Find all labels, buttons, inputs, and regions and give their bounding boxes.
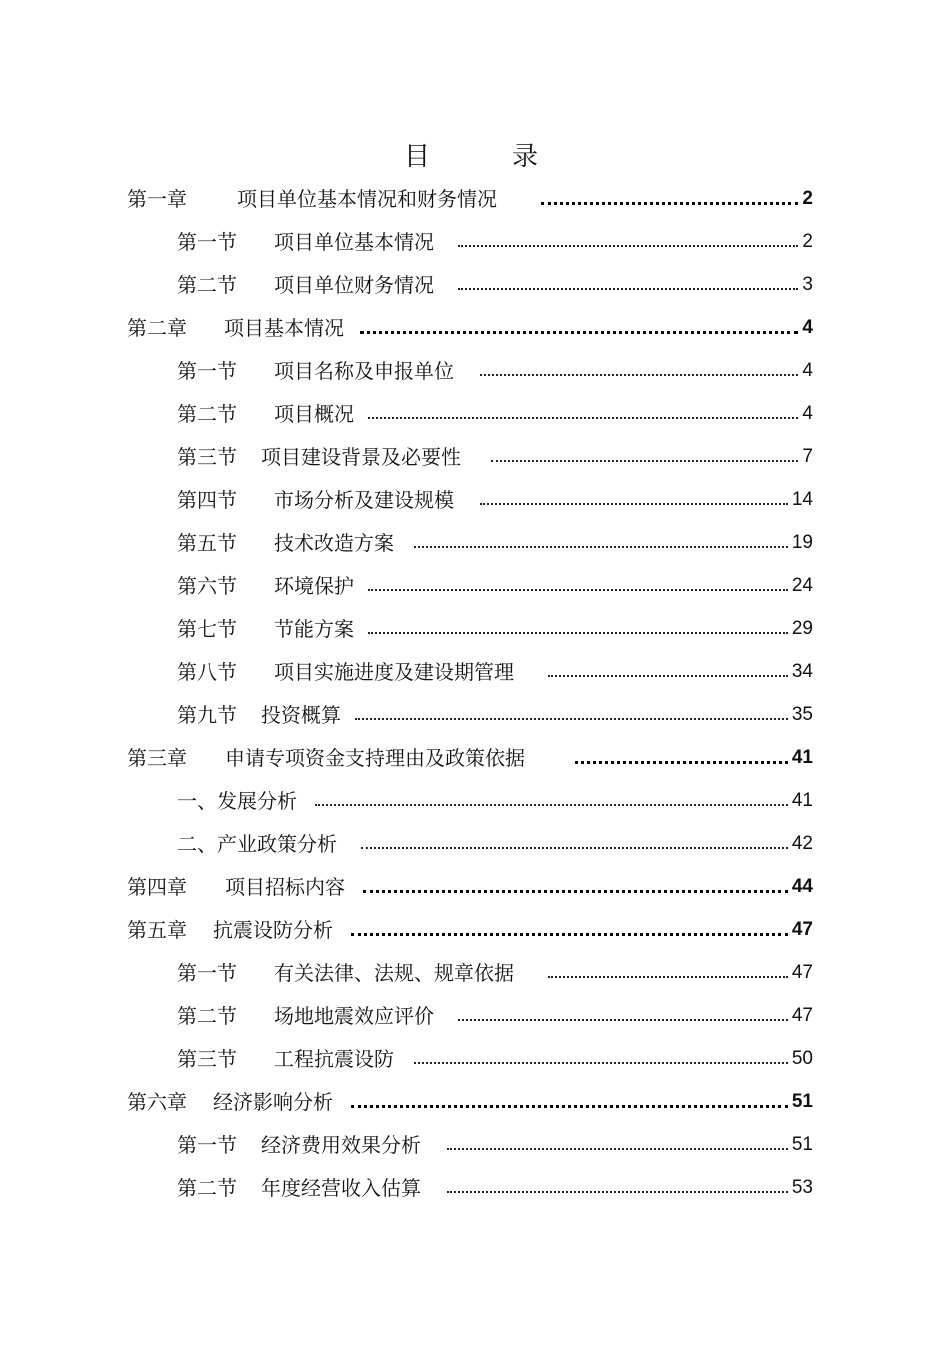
toc-entry-label: 项目单位基本情况和财务情况 bbox=[237, 187, 497, 211]
toc-entry[interactable] bbox=[177, 267, 813, 303]
toc-entry-label: 投资概算 bbox=[261, 703, 341, 727]
toc-entry[interactable] bbox=[177, 1127, 813, 1163]
toc-entry-leader bbox=[541, 182, 798, 205]
toc-entry-leader bbox=[491, 440, 798, 462]
toc-entry-prefix: 第四节 bbox=[177, 488, 237, 512]
toc-entry-label: 经济影响分析 bbox=[213, 1090, 333, 1114]
toc-entry-prefix: 第二节 bbox=[177, 402, 237, 426]
toc-entry-leader bbox=[447, 1128, 788, 1150]
toc-entry-page: 44 bbox=[791, 876, 813, 897]
toc-entry-prefix: 第二节 bbox=[177, 1004, 237, 1028]
toc-entry[interactable] bbox=[127, 1084, 813, 1120]
toc-entry[interactable] bbox=[177, 568, 813, 604]
toc-entry-label: 工程抗震设防 bbox=[274, 1047, 394, 1071]
toc-entry-leader bbox=[355, 698, 788, 720]
toc-entry-label: 有关法律、法规、规章依据 bbox=[274, 961, 514, 985]
toc-entry-prefix: 第六章 bbox=[127, 1090, 187, 1114]
toc-entry-page: 51 bbox=[791, 1091, 813, 1112]
toc-entry-leader bbox=[575, 741, 788, 764]
toc-entry-leader bbox=[351, 1085, 788, 1108]
toc-entry-page: 19 bbox=[791, 532, 813, 553]
toc-entry-leader bbox=[368, 397, 798, 419]
toc-entry-leader bbox=[315, 784, 788, 806]
toc-entry-prefix: 第二节 bbox=[177, 273, 237, 297]
toc-entry-label: 项目基本情况 bbox=[224, 316, 344, 340]
toc-entry-label: 经济费用效果分析 bbox=[261, 1133, 421, 1157]
toc-entry-leader bbox=[414, 1042, 788, 1064]
toc-entry-prefix: 第六节 bbox=[177, 574, 237, 598]
toc-entry[interactable] bbox=[177, 826, 813, 862]
toc-entry-prefix: 第五节 bbox=[177, 531, 237, 555]
toc-entry[interactable] bbox=[177, 783, 813, 819]
toc-entry-leader bbox=[458, 225, 798, 247]
toc-entry-page: 47 bbox=[791, 919, 813, 940]
toc-entry-leader bbox=[548, 956, 788, 978]
toc-entry-label: 场地地震效应评价 bbox=[274, 1004, 434, 1028]
toc-entry-label: 一、发展分析 bbox=[177, 789, 297, 813]
toc-entry[interactable] bbox=[177, 353, 813, 389]
toc-entry-page: 53 bbox=[791, 1177, 813, 1198]
toc-entry-page: 4 bbox=[802, 360, 813, 381]
toc-entry-page: 47 bbox=[791, 1005, 813, 1026]
toc-entry-label: 技术改造方案 bbox=[274, 531, 394, 555]
toc-entry-prefix: 第八节 bbox=[177, 660, 237, 684]
toc-entry-label: 项目单位财务情况 bbox=[274, 273, 434, 297]
toc-entry-page: 41 bbox=[791, 747, 813, 768]
toc-entry[interactable] bbox=[177, 396, 813, 432]
toc-entry-leader bbox=[361, 827, 788, 849]
toc-entry-leader bbox=[458, 268, 798, 290]
toc-entry[interactable] bbox=[177, 482, 813, 518]
toc-entry-page: 14 bbox=[791, 489, 813, 510]
toc-entry[interactable] bbox=[127, 912, 813, 948]
toc-entry-label: 项目名称及申报单位 bbox=[274, 359, 454, 383]
toc-entry-prefix: 第一章 bbox=[127, 187, 187, 211]
toc-entry-page: 51 bbox=[791, 1134, 813, 1155]
toc-entry[interactable] bbox=[177, 998, 813, 1034]
toc-entry-leader bbox=[458, 999, 788, 1021]
toc-entry-page: 4 bbox=[802, 403, 813, 424]
toc-entry-page: 41 bbox=[791, 790, 813, 811]
toc-entry-page: 29 bbox=[791, 618, 813, 639]
toc-entry-prefix: 第七节 bbox=[177, 617, 237, 641]
toc-entry-prefix: 第一节 bbox=[177, 359, 237, 383]
toc-entry-page: 2 bbox=[802, 231, 813, 252]
toc-entry-prefix: 第三章 bbox=[127, 746, 187, 770]
toc-entry[interactable] bbox=[177, 1170, 813, 1206]
toc-entry-leader bbox=[351, 913, 788, 936]
toc-entry-leader bbox=[363, 870, 788, 893]
toc-entry-leader bbox=[480, 354, 798, 376]
toc-entry-label: 环境保护 bbox=[274, 574, 354, 598]
toc-entry-page: 24 bbox=[791, 575, 813, 596]
toc-entry-label: 项目招标内容 bbox=[225, 875, 345, 899]
toc-entry-page: 3 bbox=[802, 274, 813, 295]
toc-entry[interactable] bbox=[177, 697, 813, 733]
toc-entry-prefix: 第五章 bbox=[127, 918, 187, 942]
toc-entry-label: 二、产业政策分析 bbox=[177, 832, 337, 856]
toc-entry-label: 节能方案 bbox=[274, 617, 354, 641]
toc-entry[interactable] bbox=[127, 310, 813, 346]
toc-entry-page: 47 bbox=[791, 962, 813, 983]
toc-entry-label: 项目概况 bbox=[274, 402, 354, 426]
toc-entry-label: 申请专项资金支持理由及政策依据 bbox=[225, 746, 525, 770]
toc-entry[interactable] bbox=[177, 525, 813, 561]
toc-entry[interactable] bbox=[127, 740, 813, 776]
toc-entry-prefix: 第二节 bbox=[177, 1176, 237, 1200]
toc-entry-prefix: 第一节 bbox=[177, 1133, 237, 1157]
toc-entry-leader bbox=[360, 311, 798, 334]
toc-entry-page: 4 bbox=[802, 317, 813, 338]
toc-entry-prefix: 第二章 bbox=[127, 316, 187, 340]
toc-heading: 目 录 bbox=[403, 142, 566, 172]
toc-entry-label: 项目实施进度及建设期管理 bbox=[274, 660, 514, 684]
toc-entry-prefix: 第一节 bbox=[177, 230, 237, 254]
toc-entry[interactable] bbox=[177, 439, 813, 475]
toc-entry[interactable] bbox=[177, 224, 813, 260]
toc-entry-label: 年度经营收入估算 bbox=[261, 1176, 421, 1200]
toc-entry-leader bbox=[480, 483, 788, 505]
toc-entry-page: 7 bbox=[802, 446, 813, 467]
toc-entry-label: 市场分析及建设规模 bbox=[274, 488, 454, 512]
toc-entry-page: 34 bbox=[791, 661, 813, 682]
toc-entry[interactable] bbox=[177, 611, 813, 647]
toc-entry-prefix: 第四章 bbox=[127, 875, 187, 899]
toc-entry-leader bbox=[368, 612, 788, 634]
toc-entry-label: 项目单位基本情况 bbox=[274, 230, 434, 254]
toc-entry-label: 抗震设防分析 bbox=[213, 918, 333, 942]
toc-entry[interactable] bbox=[127, 869, 813, 905]
toc-entry-label: 项目建设背景及必要性 bbox=[261, 445, 461, 469]
toc-entry-page: 42 bbox=[791, 833, 813, 854]
toc-entry-leader bbox=[414, 526, 788, 548]
toc-entry[interactable] bbox=[177, 1041, 813, 1077]
toc-entry-leader bbox=[548, 655, 788, 677]
toc-entry[interactable] bbox=[127, 181, 813, 217]
toc-entry-page: 2 bbox=[802, 188, 813, 209]
toc-entry-page: 35 bbox=[791, 704, 813, 725]
toc-entry-page: 50 bbox=[791, 1048, 813, 1069]
toc-entry[interactable] bbox=[177, 654, 813, 690]
toc-entry-leader bbox=[368, 569, 788, 591]
toc-entry-prefix: 第三节 bbox=[177, 1047, 237, 1071]
toc-entry[interactable] bbox=[177, 955, 813, 991]
toc-entry-prefix: 第三节 bbox=[177, 445, 237, 469]
toc-entry-leader bbox=[447, 1171, 788, 1193]
toc-entry-prefix: 第一节 bbox=[177, 961, 237, 985]
toc-entry-prefix: 第九节 bbox=[177, 703, 237, 727]
